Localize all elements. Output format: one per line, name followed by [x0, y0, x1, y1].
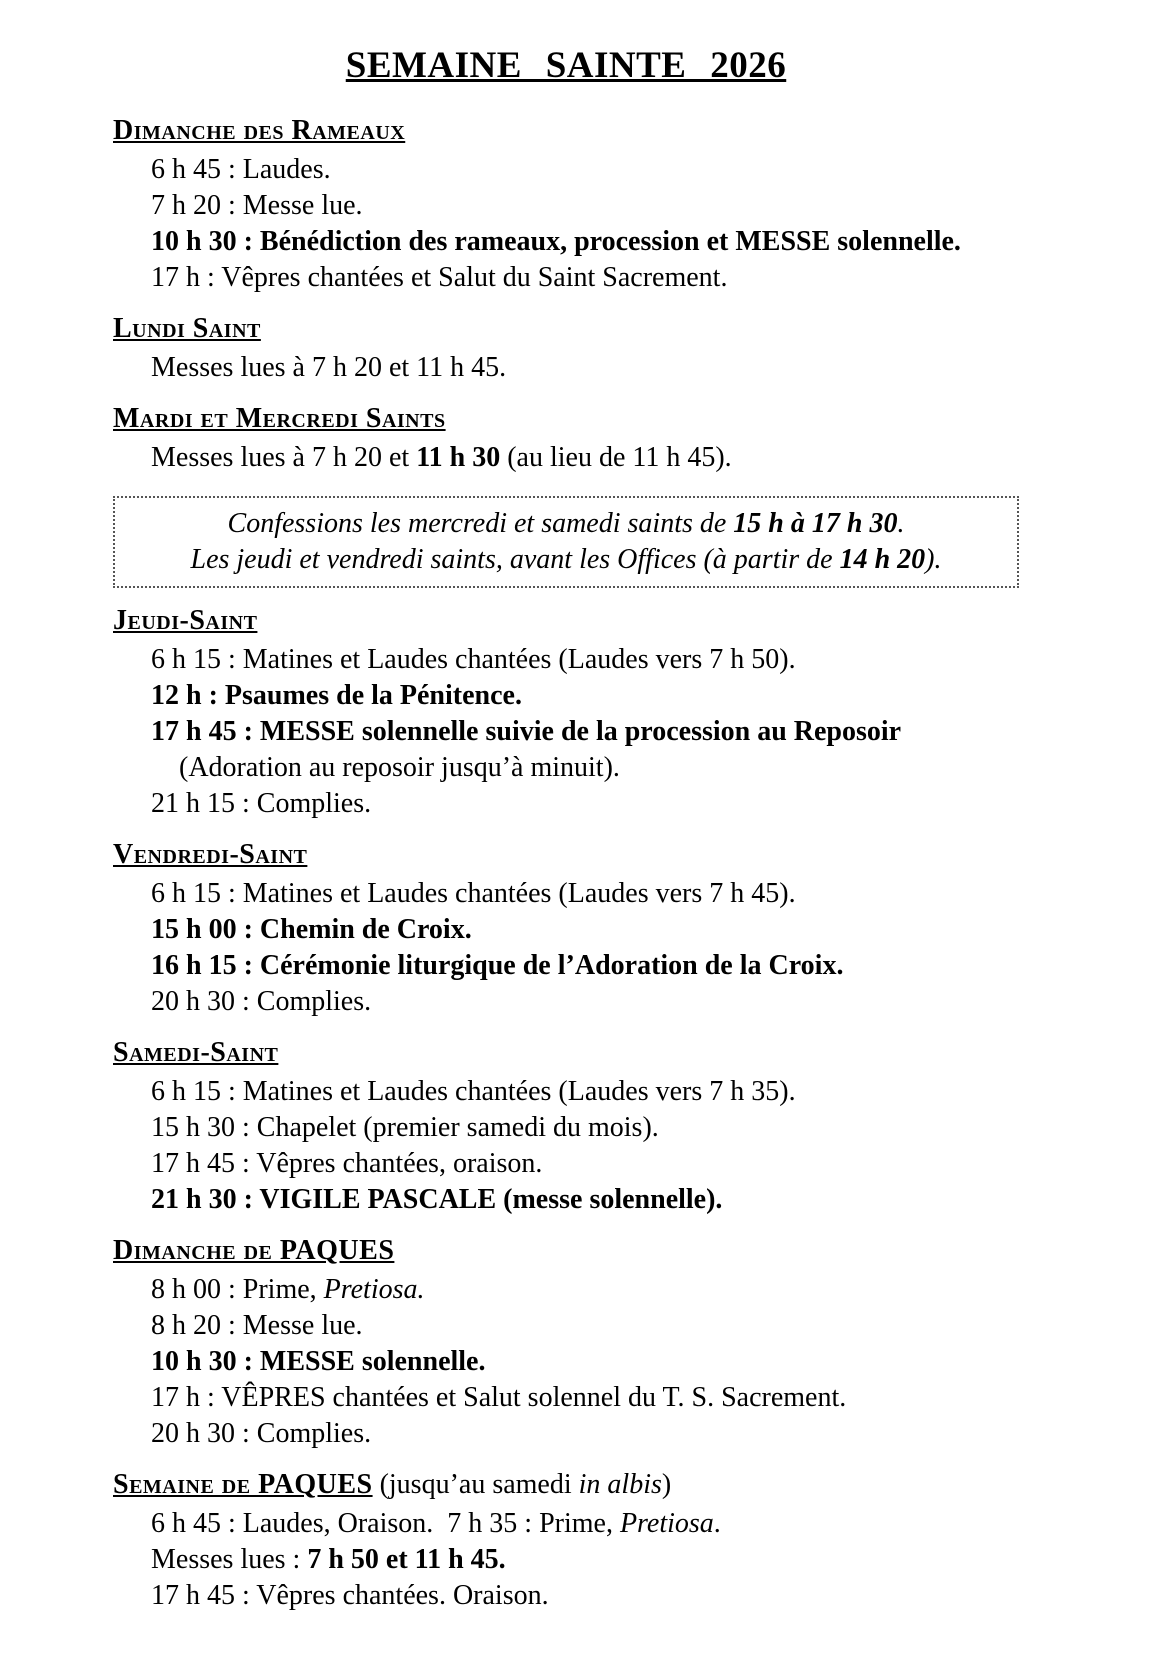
schedule-section [113, 603, 1019, 822]
schedule-section [113, 1467, 1019, 1614]
text-run: 17 h : Vêpres chantées et Salut du Saint Sacrement. [151, 262, 728, 293]
text-run: ) [661, 1469, 672, 1500]
section-heading-suffix [373, 1469, 672, 1500]
text-run: Pretiosa. [323, 1274, 425, 1305]
text-run: Messes lues : [151, 1544, 308, 1575]
section-heading [113, 837, 1019, 873]
schedule-line [113, 786, 1019, 822]
schedule-section [113, 311, 1019, 386]
section-heading [113, 113, 1019, 149]
schedule-line [113, 1380, 1019, 1416]
text-run: . [897, 508, 905, 539]
schedule-line [113, 350, 1019, 386]
text-run: 6 h 45 : Laudes. [151, 154, 331, 185]
text-run: Messes lues à 7 h 20 et 11 h 45. [151, 352, 507, 383]
schedule-line [113, 948, 1019, 984]
text-run: 7 h 20 : Messe lue. [151, 190, 363, 221]
section-heading-text: Jeudi-Saint [113, 605, 258, 636]
text-run: 17 h : VÊPRES chantées et Salut solennel du T. S. Sacrement. [151, 1382, 847, 1413]
text-run: 7 h 50 et 11 h 45. [307, 1544, 506, 1575]
text-run: Messes lues à 7 h 20 et [151, 442, 417, 473]
section-heading [113, 401, 1019, 437]
text-run: in albis [578, 1469, 662, 1500]
text-run: 15 h à 17 h 30 [733, 508, 898, 539]
notice-line [127, 506, 1005, 542]
text-run: Confessions les mercredi et samedi saints de [227, 508, 734, 539]
text-run: 8 h 00 : Prime, [151, 1274, 324, 1305]
section-heading [113, 1233, 1019, 1269]
section-heading-text: Dimanche des Rameaux [113, 115, 406, 146]
text-run: 17 h 45 : Vêpres chantées, oraison. [151, 1148, 543, 1179]
text-run: 8 h 20 : Messe lue. [151, 1310, 363, 1341]
text-run: (jusqu’au samedi [372, 1469, 579, 1500]
schedule-line [113, 1272, 1019, 1308]
text-run: 6 h 45 : Laudes, Oraison. 7 h 35 : Prime, [151, 1508, 620, 1539]
section-heading-text: Samedi-Saint [113, 1037, 279, 1068]
schedule-section [113, 1233, 1019, 1452]
text-run: 21 h 30 : VIGILE PASCALE (messe solennelle). [151, 1184, 723, 1215]
text-run: 11 h 30 [416, 442, 508, 473]
text-run: 20 h 30 : Complies. [151, 986, 372, 1017]
schedule-line [113, 1308, 1019, 1344]
schedule-line [113, 1074, 1019, 1110]
text-run: 6 h 15 : Matines et Laudes chantées (Laudes vers 7 h 35). [151, 1076, 796, 1107]
section-heading [113, 1467, 1019, 1503]
schedule-line [113, 152, 1019, 188]
text-run: 17 h 45 : Vêpres chantées. Oraison. [151, 1580, 549, 1611]
schedule-line [113, 260, 1019, 296]
schedule-section [113, 837, 1019, 1020]
schedule-section [113, 113, 1019, 296]
schedule-line [113, 188, 1019, 224]
schedule-line [113, 1344, 1019, 1380]
schedule-line [113, 984, 1019, 1020]
text-run: . [713, 1508, 721, 1539]
schedule-line [113, 1542, 1019, 1578]
schedule-section [113, 401, 1019, 476]
text-run: 12 h : Psaumes de la Pénitence. [151, 680, 522, 711]
text-run: 20 h 30 : Complies. [151, 1418, 372, 1449]
schedule-line [113, 876, 1019, 912]
section-heading-text: Semaine de PAQUES [113, 1469, 373, 1500]
text-run: Les jeudi et vendredi saints, avant les Offices (à partir de [190, 544, 840, 575]
schedule-line [113, 750, 1019, 786]
section-heading-text: Vendredi-Saint [113, 839, 308, 870]
schedule-line [113, 1578, 1019, 1614]
text-run: 10 h 30 : MESSE solennelle. [151, 1346, 486, 1377]
text-run: (au lieu de 11 h 45). [507, 442, 732, 473]
schedule-line [113, 1416, 1019, 1452]
section-heading-text: Mardi et Mercredi Saints [113, 403, 446, 434]
schedule-line [113, 1506, 1019, 1542]
text-run: Pretiosa [619, 1508, 714, 1539]
schedule-section [113, 1035, 1019, 1218]
text-run: 14 h 20 [839, 544, 926, 575]
section-heading [113, 311, 1019, 347]
schedule-line [113, 440, 1019, 476]
text-run: 6 h 15 : Matines et Laudes chantées (Laudes vers 7 h 45). [151, 878, 796, 909]
text-run: 15 h 00 : Chemin de Croix. [151, 914, 472, 945]
schedule-line [113, 678, 1019, 714]
schedule-line [113, 1146, 1019, 1182]
schedule-line [113, 912, 1019, 948]
notice-line [127, 542, 1005, 578]
document-content [113, 113, 1019, 1614]
text-run: 15 h 30 : Chapelet (premier samedi du mois). [151, 1112, 659, 1143]
text-run: 16 h 15 : Cérémonie liturgique de l’Adoration de la Croix. [151, 950, 844, 981]
schedule-line [113, 642, 1019, 678]
section-heading [113, 603, 1019, 639]
document-title: SEMAINE SAINTE 2026 [345, 45, 787, 86]
section-heading-text: Lundi Saint [113, 313, 261, 344]
text-run: 6 h 15 : Matines et Laudes chantées (Laudes vers 7 h 50). [151, 644, 796, 675]
text-run: ). [925, 544, 942, 575]
section-heading-text: Dimanche de PAQUES [113, 1235, 395, 1266]
section-heading [113, 1035, 1019, 1071]
schedule-line [113, 714, 1019, 750]
text-run: 21 h 15 : Complies. [151, 788, 372, 819]
text-run: 10 h 30 : Bénédiction des rameaux, procession et MESSE solennelle. [151, 226, 961, 257]
schedule-line [113, 1182, 1019, 1218]
text-run: 17 h 45 : MESSE solennelle suivie de la procession au Reposoir [151, 716, 902, 747]
schedule-line [113, 1110, 1019, 1146]
text-run: (Adoration au reposoir jusqu’à minuit). [179, 752, 620, 783]
confessions-notice [113, 496, 1019, 588]
schedule-line [113, 224, 1019, 260]
